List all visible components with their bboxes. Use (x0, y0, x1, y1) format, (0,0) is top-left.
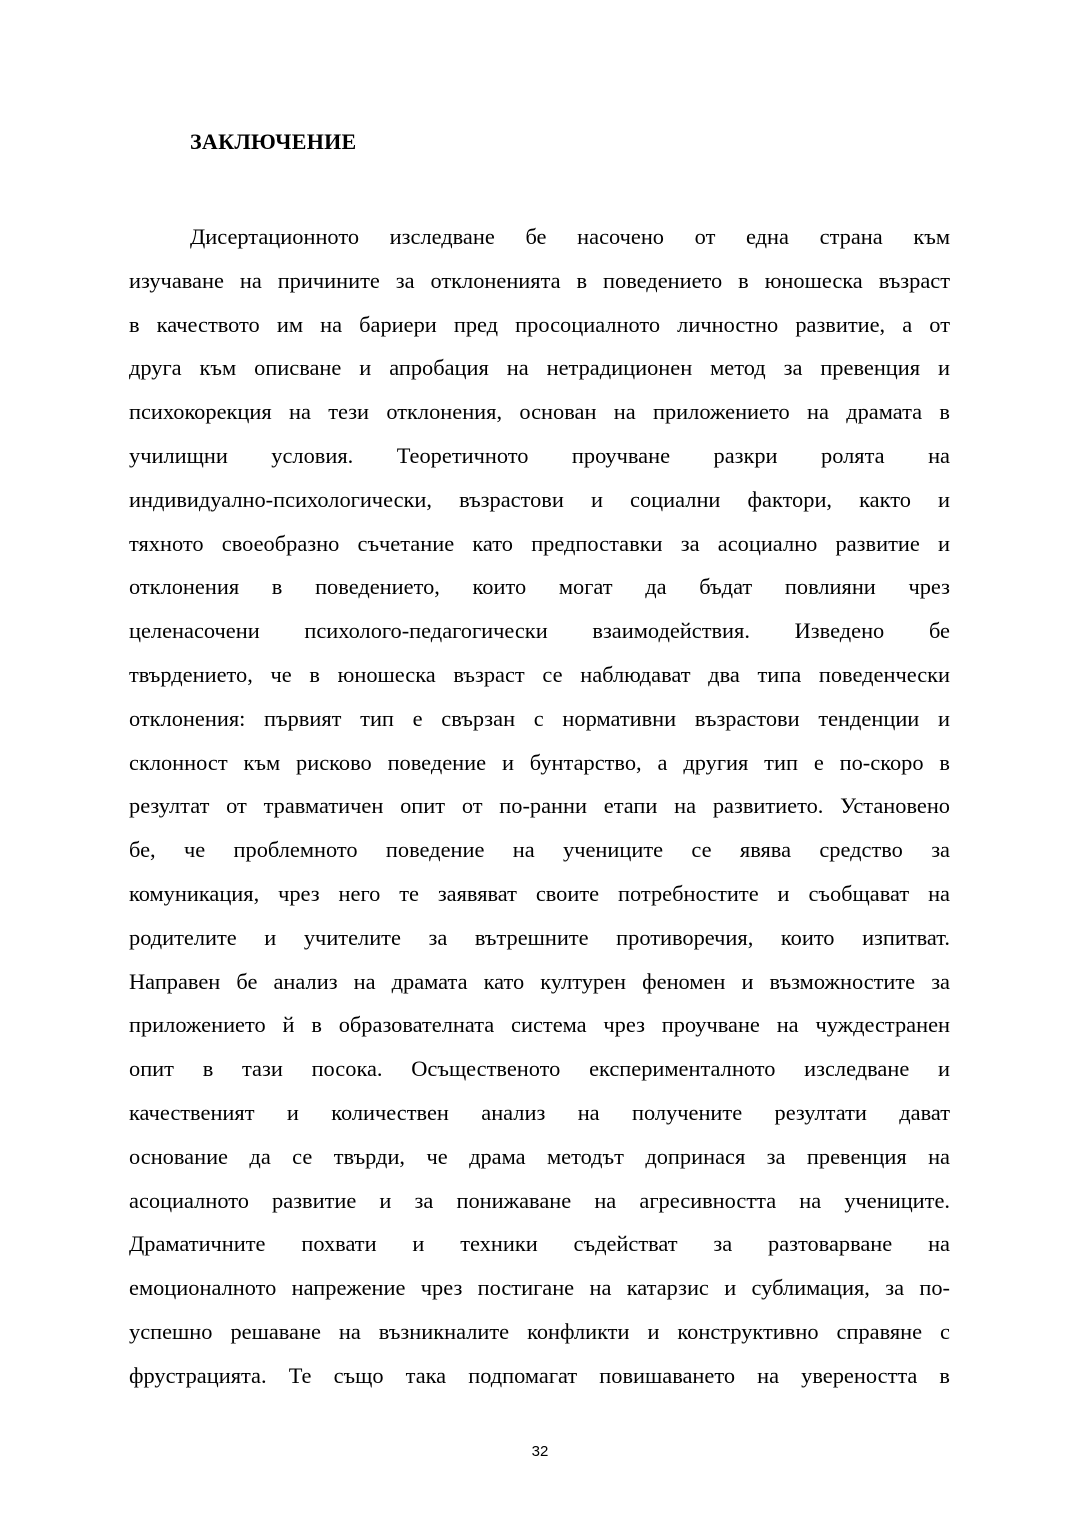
text-line: бе, че проблемното поведение на учениците се явява средство за (129, 837, 950, 863)
page-number: 32 (531, 1443, 549, 1460)
text-line: Драматичните похвати и техники съдействат за разтоварване на (129, 1231, 950, 1257)
body-paragraph (129, 215, 950, 1398)
text-line: качественият и количествен анализ на получените резултати дават (129, 1099, 950, 1125)
text-line: асоциалното развитие и за понижаване на агресивността на учениците. (129, 1187, 950, 1213)
text-line: склонност към рисково поведение и бунтарство, а другия тип е по-скоро в (129, 749, 950, 775)
text-line: резултат от травматичен опит от по-ранни етапи на развитието. Установено (129, 793, 950, 819)
text-line: психокорекция на тези отклонения, основан на приложението на драмата в (129, 399, 950, 425)
text-line: изучаване на причините за отклоненията в поведението в юношеска възраст (129, 267, 950, 293)
text-line: опит в тази посока. Осъщественото експерименталното изследване и (129, 1056, 950, 1082)
text-line: твърдението, че в юношеска възраст се наблюдават два типа поведенчески (129, 661, 950, 687)
text-line: тяхното своеобразно съчетание като предпоставки за асоциално развитие и (129, 530, 950, 556)
text-line: фрустрацията. Те също така подпомагат повишаването на увереността в (129, 1362, 950, 1388)
text-line: отклонения: първият тип е свързан с нормативни възрастови тенденции и (129, 705, 950, 731)
text-line: родителите и учителите за вътрешните противоречия, които изпитват. (129, 924, 950, 950)
text-line: приложението й в образователната система чрез проучване на чуждестранен (129, 1012, 950, 1038)
text-line: Направен бе анализ на драмата като културен феномен и възможностите за (129, 968, 950, 994)
text-line: Дисертационното изследване бе насочено от една страна към (190, 224, 950, 249)
text-line: отклонения в поведението, които могат да бъдат повлияни чрез (129, 574, 950, 600)
text-line: целенасочени психолого-педагогически взаимодействия. Изведено бе (129, 618, 950, 644)
text-line: комуникация, чрез него те заявяват своите потребностите и съобщават на (129, 880, 950, 906)
section-heading: ЗАКЛЮЧЕНИЕ (190, 129, 357, 154)
text-line: друга към описване и апробация на нетрадиционен метод за превенция и (129, 355, 950, 381)
text-line: успешно решаване на възникналите конфликти и конструктивно справяне с (129, 1318, 950, 1344)
text-line: основание да се твърди, че драма методът допринася за превенция на (129, 1143, 950, 1169)
text-line: училищни условия. Теоретичното проучване разкри ролята на (129, 442, 950, 468)
text-line: емоционалното напрежение чрез постигане на катарзис и сублимация, за по- (129, 1275, 950, 1301)
text-line: индивидуално-психологически, възрастови и социални фактори, както и (129, 486, 950, 512)
text-line: в качеството им на бариери пред просоциалното личностно развитие, а от (129, 311, 950, 337)
